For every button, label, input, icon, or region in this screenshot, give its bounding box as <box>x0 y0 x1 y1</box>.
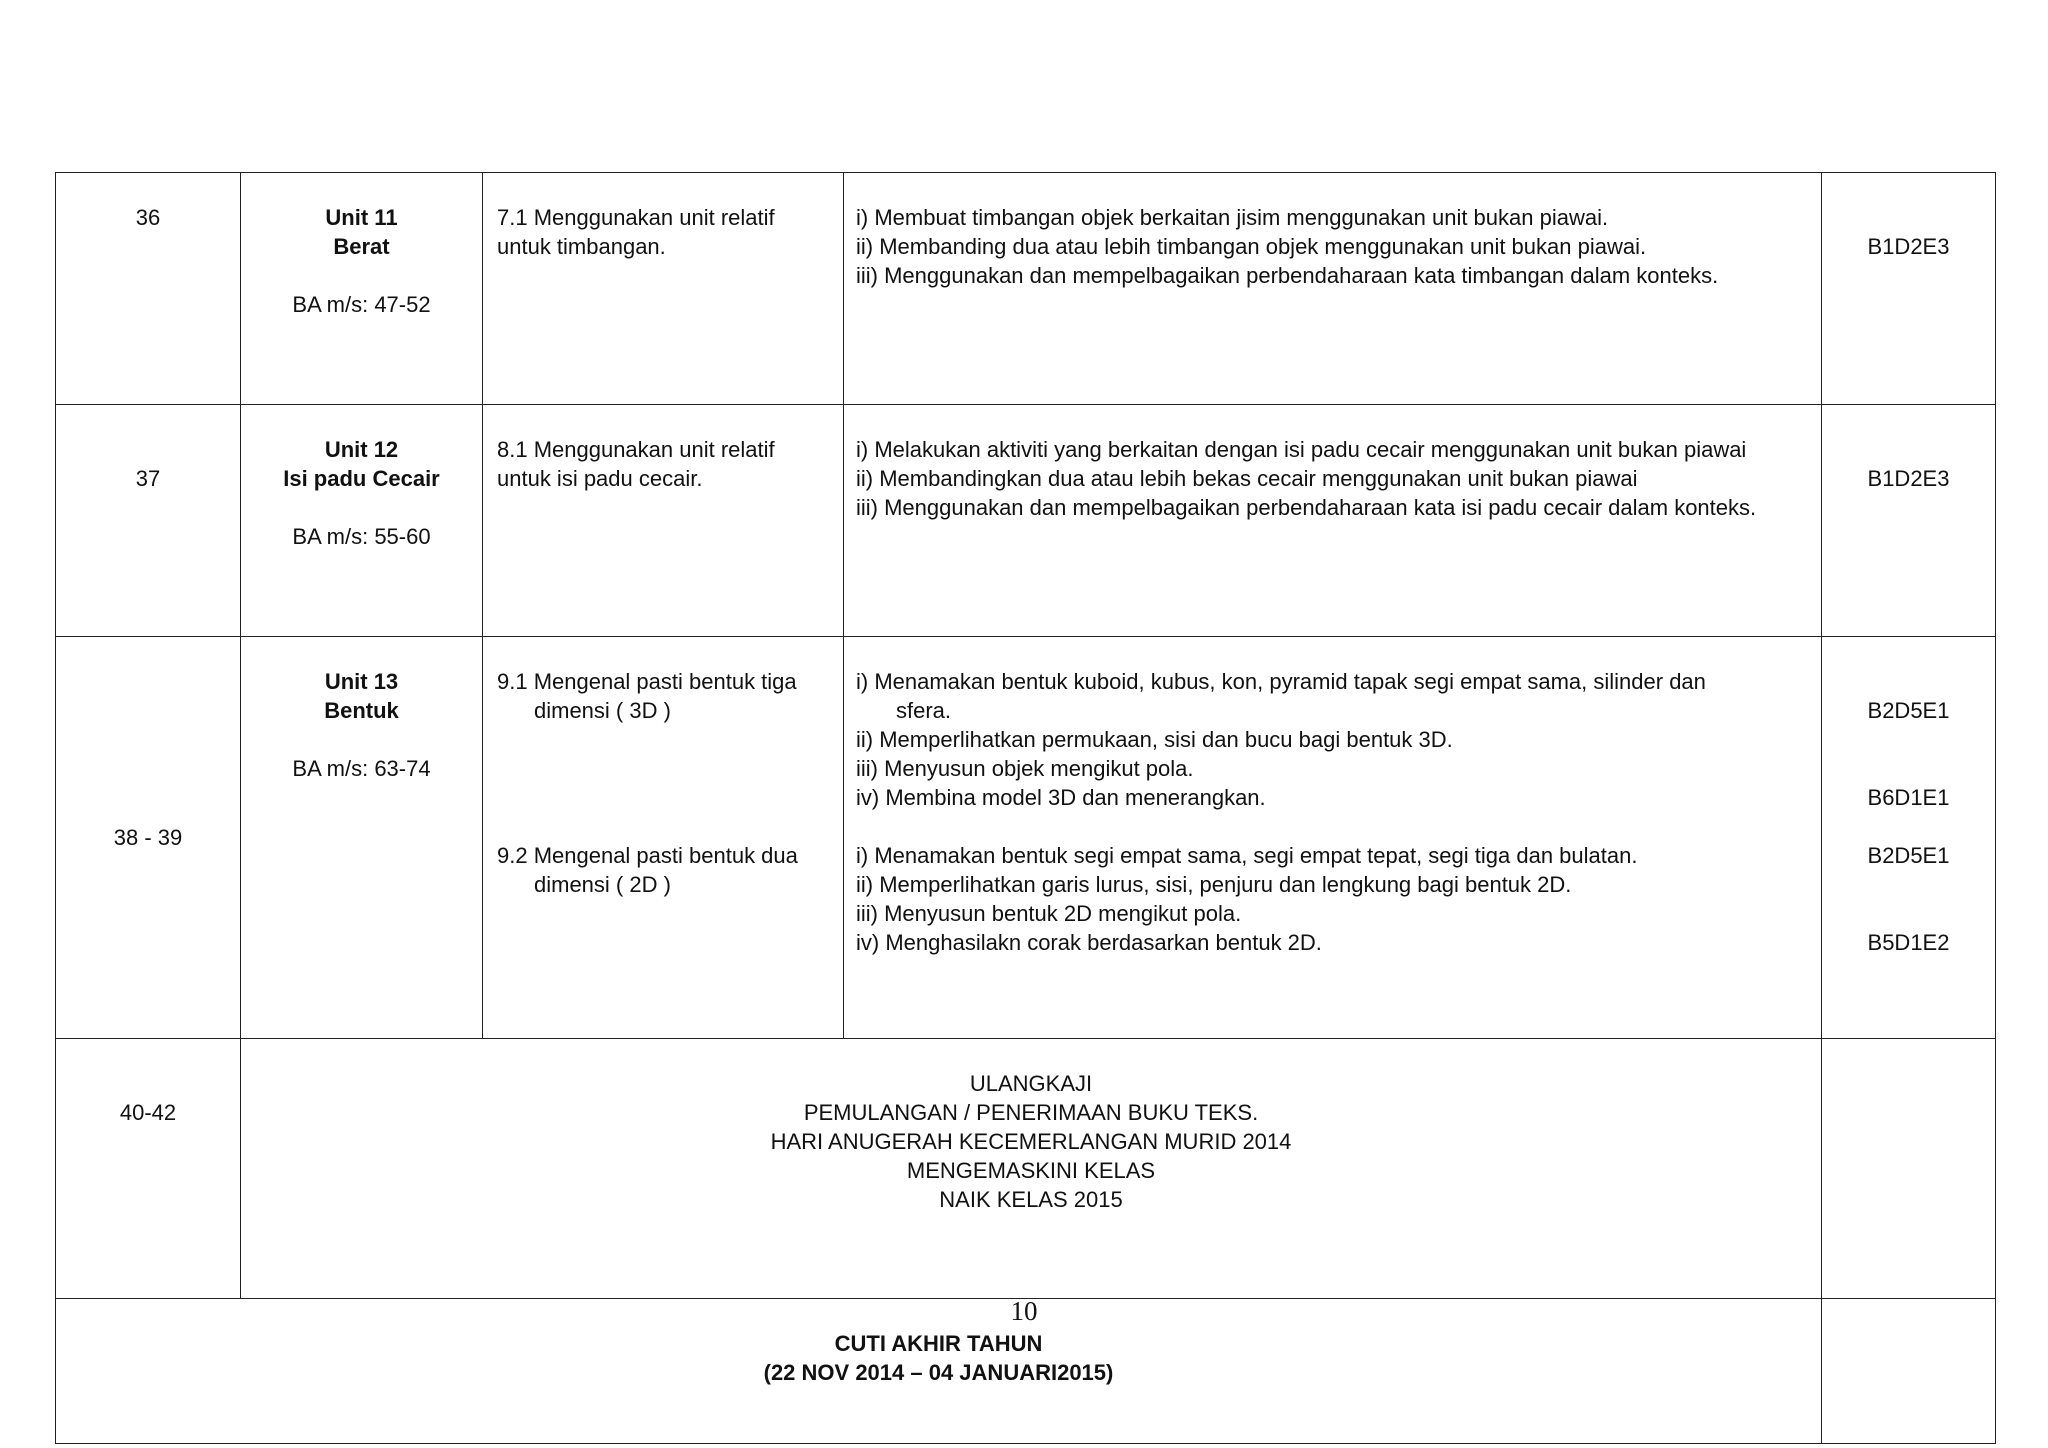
objectives-cell <box>844 173 1822 405</box>
learning-standard-3d: 9.1 Mengenal pasti bentuk tiga <box>497 669 797 694</box>
page-number: 10 <box>1010 1296 1038 1326</box>
table-row <box>56 1039 1996 1299</box>
standard-cell <box>483 405 844 637</box>
holiday-title: CUTI AKHIR TAHUN <box>834 1331 1043 1356</box>
unit-cell <box>241 637 483 1039</box>
objectives-cell <box>844 405 1822 637</box>
objectives-cell <box>844 637 1822 1039</box>
week-number: 37 <box>135 466 161 491</box>
unit-title: Unit 13 <box>324 669 399 694</box>
objective-item: iii) Menggunakan dan mempelbagaikan perbendaharaan kata isi padu cecair dalam konteks. <box>856 495 1757 520</box>
review-line: MENGEMASKINI KELAS <box>906 1158 1156 1183</box>
objective-item: ii) Membanding dua atau lebih timbangan objek menggunakan unit bukan piawai. <box>856 234 1647 259</box>
performance-code: B1D2E3 <box>1867 466 1950 491</box>
holiday-dates: (22 NOV 2014 – 04 JANUARI2015) <box>763 1360 1114 1385</box>
week-cell <box>56 1039 241 1299</box>
unit-name: Isi padu Cecair <box>283 466 440 491</box>
review-line: PEMULANGAN / PENERIMAAN BUKU TEKS. <box>803 1100 1259 1125</box>
week-number: 36 <box>135 205 161 230</box>
review-line: ULANGKAJI <box>969 1071 1093 1096</box>
objective-item: ii) Membandingkan dua atau lebih bekas cecair menggunakan unit bukan piawai <box>856 466 1638 491</box>
unit-name: Berat <box>333 234 390 259</box>
objective-item: i) Melakukan aktiviti yang berkaitan dengan isi padu cecair menggunakan unit bukan piawai <box>856 437 1747 462</box>
performance-code: B1D2E3 <box>1867 234 1950 259</box>
objective-item-cont: sfera. <box>896 698 952 723</box>
week-cell <box>56 405 241 637</box>
code-cell <box>1822 173 1996 405</box>
objective-item: iii) Menggunakan dan mempelbagaikan perbendaharaan kata timbangan dalam konteks. <box>856 263 1719 288</box>
code-cell <box>1822 637 1996 1039</box>
performance-code: B2D5E1 <box>1867 698 1950 723</box>
unit-name: Bentuk <box>324 698 399 723</box>
review-line: HARI ANUGERAH KECEMERLANGAN MURID 2014 <box>770 1129 1292 1154</box>
objective-item: i) Membuat timbangan objek berkaitan jisim menggunakan unit bukan piawai. <box>856 205 1609 230</box>
standard-cell <box>483 173 844 405</box>
objective-item: iii) Menyusun objek mengikut pola. <box>856 756 1194 781</box>
objective-item: ii) Memperlihatkan permukaan, sisi dan bucu bagi bentuk 3D. <box>856 727 1453 752</box>
table-row <box>56 173 1996 405</box>
performance-code: B5D1E2 <box>1867 930 1950 955</box>
unit-reference: BA m/s: 55-60 <box>292 524 431 549</box>
performance-code: B2D5E1 <box>1867 843 1950 868</box>
lesson-plan-table <box>55 172 1996 1444</box>
learning-standard-2d: 9.2 Mengenal pasti bentuk dua <box>497 843 798 868</box>
code-cell <box>1822 405 1996 637</box>
unit-cell <box>241 173 483 405</box>
objective-item: i) Menamakan bentuk kuboid, kubus, kon, pyramid tapak segi empat sama, silinder dan <box>856 669 1706 694</box>
week-cell <box>56 637 241 1039</box>
objective-item: iii) Menyusun bentuk 2D mengikut pola. <box>856 901 1242 926</box>
table-row <box>56 405 1996 637</box>
week-number: 38 - 39 <box>113 825 183 850</box>
learning-standard-2d-cont: dimensi ( 2D ) <box>534 872 671 897</box>
learning-standard: 7.1 Menggunakan unit relatif untuk timbangan. <box>497 205 775 259</box>
unit-reference: BA m/s: 47-52 <box>292 292 431 317</box>
learning-standard: 8.1 Menggunakan unit relatif untuk isi padu cecair. <box>497 437 775 491</box>
week-cell <box>56 173 241 405</box>
performance-code: B6D1E1 <box>1867 785 1950 810</box>
unit-title: Unit 11 <box>325 205 398 230</box>
objective-item: iv) Membina model 3D dan menerangkan. <box>856 785 1266 810</box>
objective-item: i) Menamakan bentuk segi empat sama, segi empat tepat, segi tiga dan bulatan. <box>856 843 1638 868</box>
unit-cell <box>241 405 483 637</box>
review-line: NAIK KELAS 2015 <box>939 1187 1123 1212</box>
learning-standard-3d-cont: dimensi ( 3D ) <box>534 698 671 723</box>
objective-item: ii) Memperlihatkan garis lurus, sisi, penjuru dan lengkung bagi bentuk 2D. <box>856 872 1572 897</box>
empty-code-cell <box>1822 1039 1996 1299</box>
review-cell <box>241 1039 1822 1299</box>
unit-reference: BA m/s: 63-74 <box>292 756 431 781</box>
unit-title: Unit 12 <box>324 437 399 462</box>
objective-item: iv) Menghasilakn corak berdasarkan bentuk 2D. <box>856 930 1322 955</box>
table-row <box>56 637 1996 1039</box>
week-number: 40-42 <box>119 1100 177 1125</box>
standard-cell <box>483 637 844 1039</box>
